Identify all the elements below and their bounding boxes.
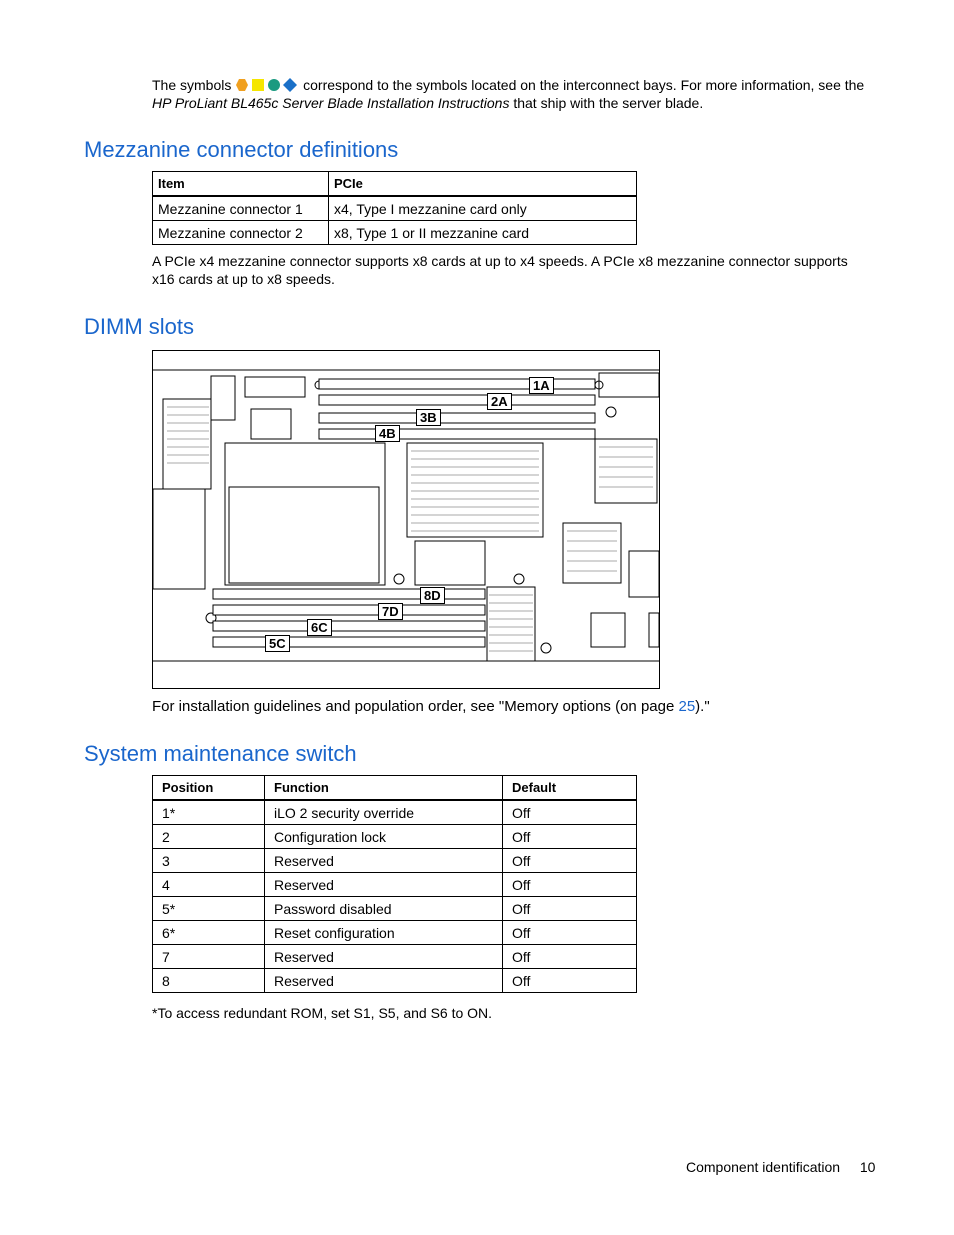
table-row (153, 969, 637, 993)
dimm-label-5c: 5C (265, 635, 290, 652)
table-cell: Off (503, 897, 637, 921)
mezzanine-note: A PCIe x4 mezzanine connector supports x8 cards at up to x4 speeds. A PCIe x8 mezzanine connector supports x16 cards at up to x8 speeds. (152, 253, 848, 287)
dimm-label-6c: 6C (307, 619, 332, 636)
table-cell: iLO 2 security override (265, 800, 503, 825)
dimm-guide-suffix: )." (695, 698, 710, 715)
table-cell: Off (503, 969, 637, 993)
table-cell: 2 (153, 825, 265, 849)
dimm-guide (152, 698, 872, 716)
table-cell: Reserved (265, 969, 503, 993)
intro-paragraph (152, 76, 872, 112)
column-header: Item (153, 172, 329, 197)
table-cell: Off (503, 873, 637, 897)
table-cell: Password disabled (265, 897, 503, 921)
footer-section: Component identification (686, 1159, 841, 1175)
table-row (153, 945, 637, 969)
table-cell: Off (503, 945, 637, 969)
table-cell: 3 (153, 849, 265, 873)
circle-icon (267, 78, 281, 92)
table-row (153, 800, 637, 825)
table-row (153, 196, 637, 221)
dimm-heading: DIMM slots (84, 314, 194, 339)
page-footer (686, 1159, 875, 1175)
intro-suffix: correspond to the symbols located on the interconnect bays. For more information, see the (303, 77, 865, 93)
table-row (153, 849, 637, 873)
table-cell: 4 (153, 873, 265, 897)
table-cell: x4, Type I mezzanine card only (329, 196, 637, 221)
table-cell: Mezzanine connector 2 (153, 221, 329, 245)
table-cell: Reserved (265, 873, 503, 897)
square-icon (251, 78, 265, 92)
doc-title: HP ProLiant BL465c Server Blade Installation Instructions (152, 95, 510, 111)
mezzanine-table (152, 171, 637, 245)
intro-prefix: The symbols (152, 77, 232, 93)
switch-heading: System maintenance switch (84, 741, 357, 766)
table-cell: 5* (153, 897, 265, 921)
table-cell: Reserved (265, 945, 503, 969)
table-row (153, 873, 637, 897)
column-header: PCIe (329, 172, 637, 197)
diamond-icon (283, 78, 297, 92)
table-cell: Configuration lock (265, 825, 503, 849)
doc-suffix: that ship with the server blade. (513, 95, 704, 111)
dimm-label-4b: 4B (375, 425, 400, 442)
table-cell: 1* (153, 800, 265, 825)
page-number: 10 (859, 1159, 876, 1175)
table-cell: Off (503, 800, 637, 825)
dimm-label-3b: 3B (416, 409, 441, 426)
table-cell: 7 (153, 945, 265, 969)
dimm-guide-prefix: For installation guidelines and population order, see "Memory options (on page (152, 698, 675, 715)
dimm-label-7d: 7D (378, 603, 403, 620)
table-cell: x8, Type 1 or II mezzanine card (329, 221, 637, 245)
dimm-label-2a: 2A (487, 393, 512, 410)
table-row (153, 921, 637, 945)
column-header: Function (265, 776, 503, 801)
dimm-slots-figure (152, 350, 660, 689)
mezzanine-heading: Mezzanine connector definitions (84, 137, 399, 162)
switch-note: *To access redundant ROM, set S1, S5, and S6 to ON. (152, 1005, 493, 1021)
table-cell: Off (503, 825, 637, 849)
table-cell: 6* (153, 921, 265, 945)
column-header: Position (153, 776, 265, 801)
table-row (153, 221, 637, 245)
table-header-row (153, 172, 637, 197)
table-cell: 8 (153, 969, 265, 993)
table-cell: Mezzanine connector 1 (153, 196, 329, 221)
table-cell: Reset configuration (265, 921, 503, 945)
column-header: Default (503, 776, 637, 801)
hexagon-icon (235, 78, 249, 92)
table-cell: Off (503, 849, 637, 873)
table-cell: Reserved (265, 849, 503, 873)
switch-table (152, 775, 637, 993)
page-link[interactable]: 25 (678, 698, 696, 715)
table-cell: Off (503, 921, 637, 945)
system-board-diagram (153, 351, 659, 688)
dimm-label-1a: 1A (529, 377, 554, 394)
table-header-row (153, 776, 637, 801)
table-row (153, 825, 637, 849)
dimm-label-8d: 8D (420, 587, 445, 604)
table-row (153, 897, 637, 921)
